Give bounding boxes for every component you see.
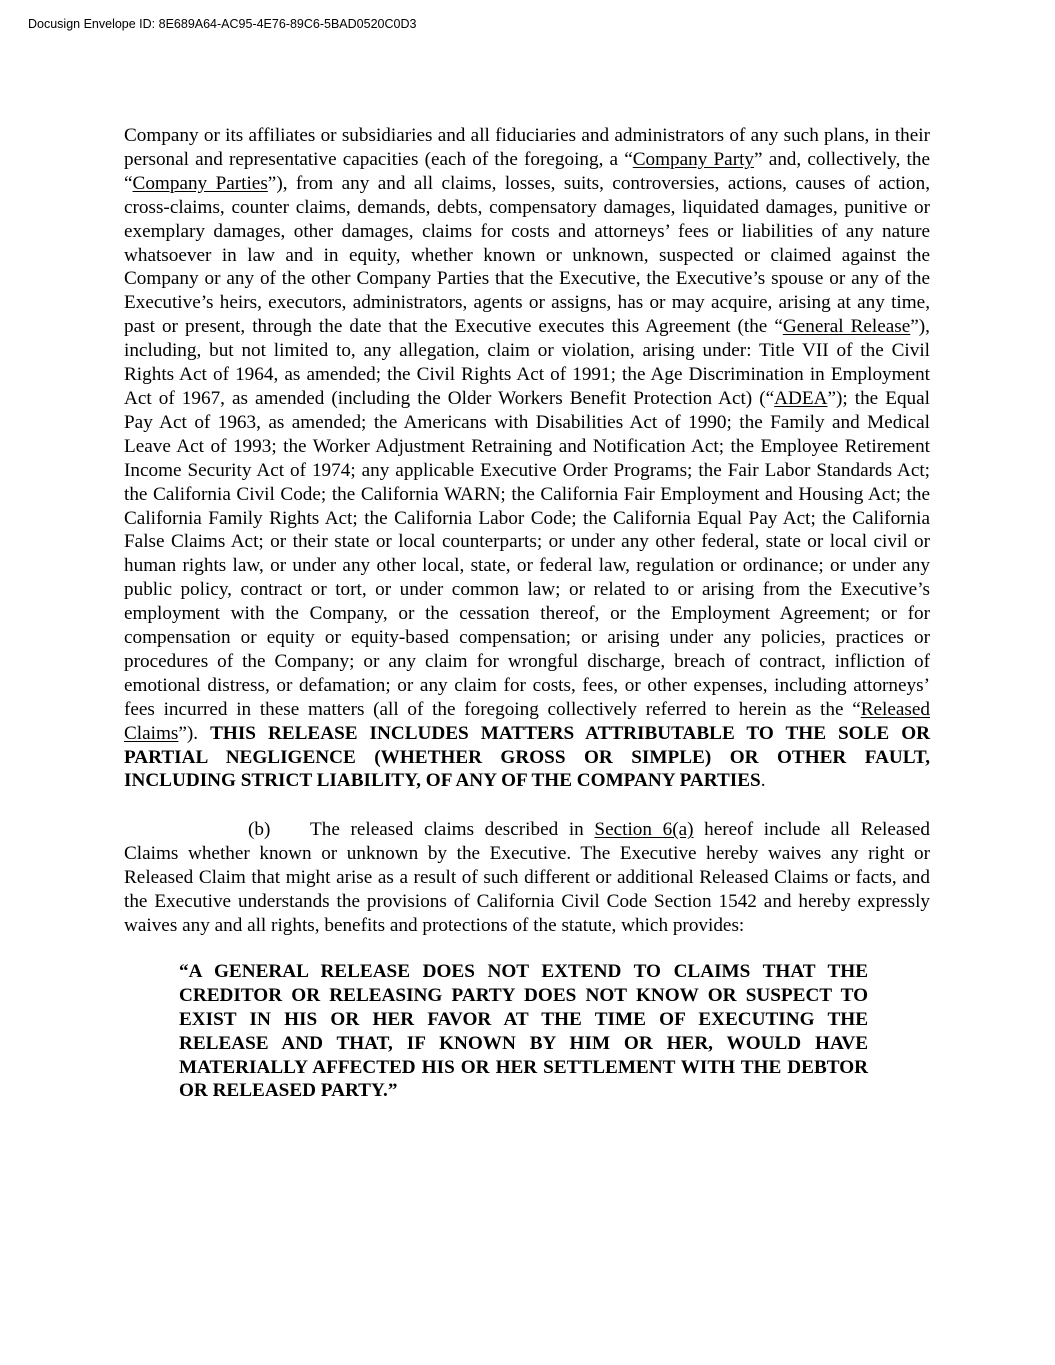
text-segment: ”). bbox=[178, 722, 211, 744]
paragraph-label: (b) bbox=[248, 819, 271, 841]
term-company-parties: Company Parties bbox=[132, 172, 268, 194]
text-segment: The released claims described in bbox=[310, 819, 595, 841]
term-released-claims: Released Claims bbox=[124, 698, 930, 744]
envelope-id: Docusign Envelope ID: 8E689A64-AC95-4E76-89C6-5BAD0520C0D3 bbox=[28, 17, 417, 31]
civil-code-quote: “A GENERAL RELEASE DOES NOT EXTEND TO CLAIMS THAT THE CREDITOR OR RELEASING PARTY DOES NOT KNOW OR SUSPECT TO EXIST IN HIS OR HER FAVOR AT THE TIME OF EXECUTING THE RELEASE AND THAT, IF KNOWN BY HIM OR HER, WOULD HAVE MATERIALLY AFFECTED HIS OR HER SETTLEMENT WITH THE DEBTOR OR RELEASED PARTY.” bbox=[179, 960, 868, 1102]
paragraph-b bbox=[124, 818, 930, 938]
text-segment: . bbox=[760, 770, 766, 792]
text-segment: ”); the Equal Pay Act of 1963, as amended; the Americans with Disabilities Act of 1990; the Family and Medical Leave Act of 1993; the Worker Adjustment Retraining and Notification Act; the Employee Retirement Income Security Act of 1974; any applicable Executive Order Programs; the Fair Labor Standards Act; the California Civil Code; the California WARN; the California Fair Employment and Housing Act; the California Family Rights Act; the California Labor Code; the California Equal Pay Act; the California False Claims Act; or their state or local counterparts; or under any other federal, state or local civil or human rights law, or under any other local, state, or federal law, regulation or ordinance; or under any public policy, contract or tort, or under common law; or related to or arising from the Executive’s employment with the Company, or the cessation thereof, or the Employment Agreement; or for compensation or equity or equity-based compensation; or arising under any policies, practices or procedures of the Company; or any claim for wrongful discharge, breach of contract, infliction of emotional distress, or defamation; or any claim for costs, fees, or other expenses, including attorneys’ fees incurred in these matters (all of the foregoing collectively referred to herein as the “ bbox=[124, 387, 930, 720]
release-paragraph bbox=[124, 124, 930, 793]
term-general-release: General Release bbox=[782, 316, 911, 338]
negligence-clause: THIS RELEASE INCLUDES MATTERS ATTRIBUTABLE TO THE SOLE OR PARTIAL NEGLIGENCE (WHETHER GROSS OR SIMPLE) OR OTHER FAULT, INCLUDING STRICT LIABILITY, OF ANY OF THE COMPANY PARTIES bbox=[124, 722, 930, 792]
term-adea: ADEA bbox=[774, 387, 828, 409]
text-segment: ”), including, but not limited to, any allegation, claim or violation, arising under: Title VII of the Civil Rights Act of 1964, as amended; the Civil Rights Act of 1991; the Age Discrimination in Employment Act of 1967, as amended (including the Older Workers Benefit Protection Act) (“ bbox=[124, 316, 930, 409]
text-segment: ” and, collectively, the “ bbox=[124, 148, 930, 194]
text-segment: ”), from any and all claims, losses, suits, controversies, actions, causes of action, cross-claims, counter claims, demands, debts, compensatory damages, liquidated damages, punitive or exemplary damages, other damages, claims for costs and attorneys’ fees or liabilities of any nature whatsoever in law and in equity, whether known or unknown, suspected or claimed against the Company or any of the other Company Parties that the Executive, the Executive’s spouse or any of the Executive’s heirs, executors, administrators, agents or assigns, has or may acquire, arising at any time, past or present, through the date that the Executive executes this Agreement (the “ bbox=[124, 172, 930, 338]
text-segment: hereof include all Released Claims whether known or unknown by the Executive. The Executive hereby waives any right or Released Claim that might arise as a result of such different or additional Released Claims or facts, and the Executive understands the provisions of California Civil Code Section 1542 and hereby expressly waives any and all rights, benefits and protections of the statute, which provides: bbox=[124, 819, 930, 936]
section-reference: Section 6(a) bbox=[594, 819, 694, 841]
term-company-party: Company Party bbox=[632, 148, 755, 170]
text-segment: Company or its affiliates or subsidiaries and all fiduciaries and administrators of any such plans, in their personal and representative capacities (each of the foregoing, a “ bbox=[124, 125, 930, 170]
document-page bbox=[124, 124, 930, 1103]
